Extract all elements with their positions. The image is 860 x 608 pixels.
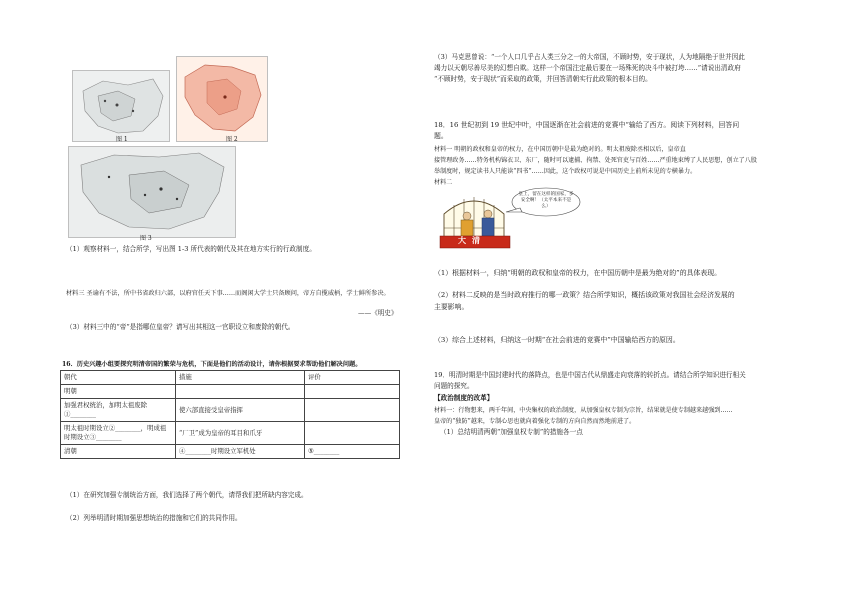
table-cell: 明朝 [61,385,176,399]
material-1-line-3: 举制度时，规定读书人只能读“四书”……因此，这个政权可说是中国历史上前所未见的专横暴力。 [434,168,697,175]
map-figure-1-drawing [73,71,169,141]
map-figure-2 [176,56,268,142]
right-part-3-line-2: 竭力以天朝尽善尽美的幻想自欺。这样一个帝国注定最后要在一场殊死的决斗中被打垮……”请说出清政府 [434,64,741,72]
question-19-material-1-line-1: 材料一：行物想来，两千年间，中央集权的政治制度，从加强皇权专制为宗旨，结果就是使专制越来越强到…… [434,407,733,414]
map-figure-3 [68,146,236,238]
table-row [61,399,400,422]
question-19-line-2: 问题的探究。 [434,382,474,390]
material-2-cartoon [434,186,584,252]
material-1-line-1: 材料一 明朝的政权和皇帝的权力，在中国历朝中是最为绝对的。明太祖废除丞相以后，皇帝直 [434,146,686,153]
left-material-3-source: ——《明史》 [358,309,398,317]
table-header-row [61,371,400,385]
table-cell: “厂卫”成为皇帝的耳目和爪牙 [176,422,305,445]
table-cell: 加强君权统治，加明太祖废除①________ [61,399,176,422]
table-cell: 使六部直接受皇帝指挥 [176,399,305,422]
material-2-label: 材料二 [434,179,453,186]
right-question-2-line-2: 主要影响。 [434,303,469,311]
right-question-3: （3）综合上述材料，归纳这一时期“在社会前进的竞赛中”中国输给西方的原因。 [434,336,680,344]
question-19-line-1: 19．明清时期是中国封建时代的落降点，也是中国古代从鼎盛走向衰落的转折点。请结合所学知识进行相关 [434,371,746,379]
question-18-line-2: 题。 [434,132,448,140]
cartoon-speech-bubble: 皇上，留在这样的国家，多安全啊！（太平本来不是么） [518,192,574,209]
question-16-table [60,370,400,459]
table-header-cell: 措施 [176,371,305,385]
table-row [61,445,400,459]
question-19-heading: 【政治制度的改革】 [434,394,494,402]
question-19-material-1-line-2: 皇帝的“独防”越来，专制心思也就向着强化专制的方向自然而然地前进了。 [434,418,636,425]
table-header-cell: 评价 [305,371,400,385]
table-cell [305,399,400,422]
right-part-3-line-3: “不顾时势，安于现状”而采取的政策，并回答清朝实行此政策的根本目的。 [434,75,652,83]
table-cell: 明太祖时期设立②________，明成祖时期设立③________ [61,422,176,445]
map-figure-3-drawing [69,147,235,237]
table-row [61,422,400,445]
left-question-3: （3）材料三中的“帝”是指哪位皇帝？请写出其相这一官职设立和废除的朝代。 [66,323,295,331]
question-18-line-1: 18．16 世纪初到 19 世纪中叶，中国逐渐在社会前进的竞赛中“输给了西方。阅读下列材料，回答问 [434,121,740,129]
left-question-1: （1）观察材料一，结合所学，写出图 1-3 所代表的朝代及其在地方实行的行政制度。 [66,245,316,253]
cartoon-banner-text: 大清 [458,235,486,245]
map-figure-2-drawing [177,57,267,141]
table-row [61,385,400,399]
map-figure-1-caption: 图 1 [116,136,128,143]
question-16-intro: 16．历史兴趣小组要探究明清帝国的繁荣与危机，下面是他们的活动设计，请你根据要求帮助他们解决问题。 [62,361,362,368]
map-figure-1 [72,70,170,142]
question-16-part-2: （2）列举明清时期加强思想统治的措施和它们的共同作用。 [66,514,242,522]
table-header-cell: 朝代 [61,371,176,385]
right-part-3-line-1: （3）马克思曾说：“一个人口几乎占人类三分之一的大帝国，不顾时势，安于现状，人为地隔绝于世并因此 [434,53,745,61]
left-material-3: 材料三 圣谕有不法，所中书省政归六部，以府官任天下事……而阁闲大学士只备顾问，帝方自揽威柄，学士鲜所参决。 [66,290,390,297]
table-cell: ⑤________ [305,445,400,459]
table-cell: ④________时期设立军机处 [176,445,305,459]
table-cell: 清朝 [61,445,176,459]
question-16-part-1: （1）在研究加强专制统治方面，我们选择了两个朝代，请帮我们把所缺内容完成。 [66,491,308,499]
map-figure-3-caption: 图 3 [140,235,152,242]
right-question-1: （1）根据材料一，归纳“明朝的政权和皇帝的权力，在中国历朝中是最为绝对的”的具体表现。 [434,269,722,277]
map-figure-2-caption: 图 2 [226,136,238,143]
table-cell [305,422,400,445]
material-1-line-2: 接管理政务……特务机构锦衣卫、东厂，随时可以逮捕、拘禁、处死官吏与百姓……严重地束缚了人民思想，创立了八股 [434,157,757,164]
question-19-part-1: （1）总结明清两朝“加强皇权专制”的措施各一点 [440,428,583,436]
right-question-2-line-1: （2）材料二反映的是当时政府推行的哪一政策？结合所学知识，概括该政策对我国社会经济发展的 [434,291,735,299]
table-cell [305,385,400,399]
table-cell [176,385,305,399]
